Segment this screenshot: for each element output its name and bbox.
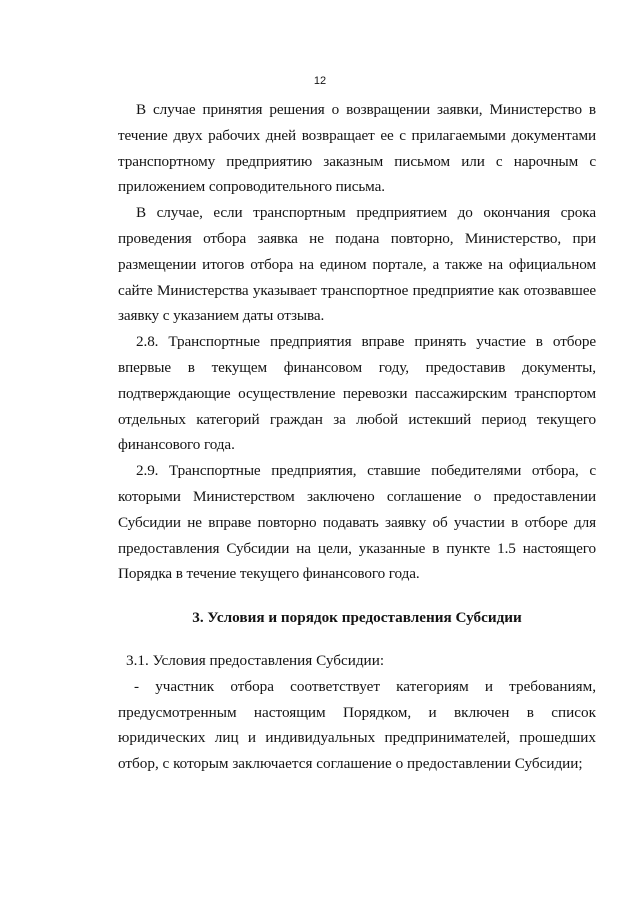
subsection-3-1-heading: 3.1. Условия предоставления Субсидии: — [126, 651, 385, 669]
paragraph-return-application: В случае принятия решения о возвращении заявки, Министерство в течение двух рабочих дней возвращает ее с прилагаемыми документами транспортному предприятию заказным письмом или с нарочным с приложением сопроводительного письма. — [118, 101, 596, 196]
condition-list-item: - участник отбора соответствует категориям и требованиям, предусмотренным настоящим Порядком, и включен в список юридических лиц и индивидуальных предпринимателей, прошедших отбор, с которым заключается соглашение о предоставлении Субсидии; — [118, 677, 596, 773]
document-body — [118, 97, 596, 777]
paragraph-2-9: 2.9. Транспортные предприятия, ставшие победителями отбора, с которыми Министерством заключено соглашение о предоставлении Субсидии не вправе повторно подавать заявку об участии в отборе для предоставления Субсидии на цели, указанные в пункте 1.5 настоящего Порядка в течение текущего финансового года. — [118, 462, 596, 583]
section-3-heading: 3. Условия и порядок предоставления Субсидии — [192, 609, 522, 627]
page-number: 12 — [313, 75, 327, 87]
paragraph-2-8: 2.8. Транспортные предприятия вправе принять участие в отборе впервые в текущем финансовом году, предоставив документы, подтверждающие осуществление перевозки пассажирским транспортом отдельных категорий граждан за любой истекший период текущего финансового года. — [118, 333, 596, 454]
spacer — [118, 587, 596, 605]
spacer — [118, 631, 596, 648]
paragraph-withdrawn-application: В случае, если транспортным предприятием до окончания срока проведения отбора заявка не подана повторно, Министерство, при размещении итогов отбора на едином портале, а также на официальном сайте Министерства указывает транспортное предприятие как отозвавшее заявку с указанием даты отзыва. — [118, 204, 596, 325]
